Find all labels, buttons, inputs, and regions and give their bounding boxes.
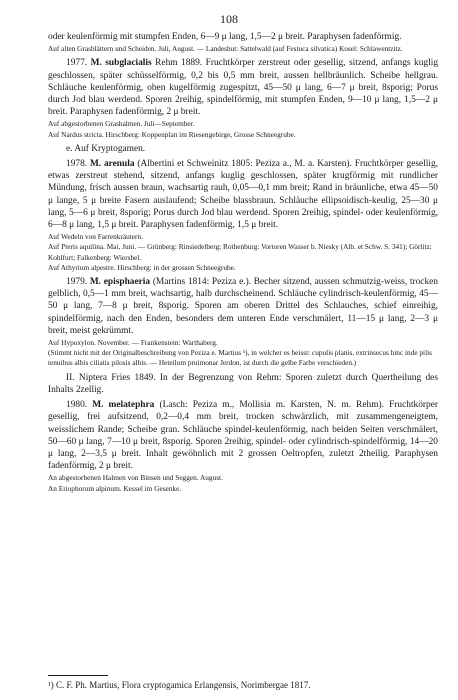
locality-line: An abgestorbenen Halmen von Binsen und Seggen. August. xyxy=(48,473,223,483)
entry-1979 xyxy=(48,276,438,337)
entry-number: 1977. xyxy=(66,58,88,69)
locality-1980 xyxy=(48,473,438,493)
entry-number: 1980. xyxy=(66,400,88,411)
locality-line: Auf abgestorbenen Grashalmen. Juli—September. xyxy=(48,119,195,129)
species-name: M. episphaeria xyxy=(89,277,151,288)
locality-line: Auf Pteris aquilina. Mai, Juni. — Grünberg: Rinsiedelberg; Rothenburg: Vortoren Wasser b. Niesky (Alb. et Schw. S. 341); Görlitz: Kohlfurt; Falkenberg: Wiersbel. xyxy=(48,242,432,262)
locality-1979 xyxy=(48,338,438,369)
intro-text xyxy=(48,31,438,43)
locality-note: (Stimmt nicht mit der Originalbeschreibung von Peziza e. Martius ¹), in welcher es heisst: cupulis planis, extrinsecus hinc inde pilis tenuibus albis ciliatis pilosis albis. — Heteilum pruimonar Jerdon, ist durch die gelbe Farbe verschieden.) xyxy=(48,348,432,368)
entry-number: 1979. xyxy=(66,277,88,288)
entry-description: (Albertini et Schweinitz 1805: Peziza a., M. a. Karsten). Fruchtkörper gesellig, etwas zerstreut stehend, sitzend, anfangs kuglig geschlossen, später krugförmig mit rundlicher Mündung, frisch aussen braun, wachsartig rauh, 0,05—0,1 mm breit; Rand in bräunliche, etwa 45—50 μ lange, 5 μ breite Fasern auslaufend; Scheibe blassbraun. Schläuche ellipsoidisch-keulig, 25—30 μ lang, 5—6 μ breit, 8sporig; Porus durch Jod blau werdend. Sporen 2reihig, spindel- oder keulenförmig, 6—8 μ lang, 1,5 μ breit. Paraphysen fadenförmig, 1,5 μ breit. xyxy=(48,159,439,231)
section-heading-e: e. Auf Kryptogamen. xyxy=(66,143,146,154)
page-number: 108 xyxy=(220,12,238,26)
entry-1977 xyxy=(48,57,438,118)
species-name: M. arenula xyxy=(89,159,135,170)
section-heading-niptera: II. Niptera Fries 1849. In der Begrenzung von Rehm: Sporen zuletzt durch Quertheilung des Inhalts 2zellig. xyxy=(48,372,438,395)
locality-line: Auf Wedeln von Farrenkräutern. xyxy=(48,232,143,242)
locality-line: An Eriophorum alpinum. Kessel im Gesenke. xyxy=(48,483,182,493)
entry-number: 1978. xyxy=(66,159,88,170)
locality-line: Auf Athyrium alpestre. Hirschberg: in der grossen Schneegrube. xyxy=(48,262,236,272)
species-name: M. melatephra xyxy=(92,400,155,411)
footnote-divider xyxy=(48,675,108,676)
intro-line-1: oder keulenförmig mit stumpfen Enden, 6—9 μ lang, 1,5—2 μ breit. xyxy=(48,32,305,42)
intro-locality-2: silvatica) Kosel: Schlawentzitz. xyxy=(310,44,403,54)
footnote: ¹) C. F. Ph. Martius, Flora cryptogamica Erlangensis, Norimbergae 1817. xyxy=(48,680,311,690)
entry-description: (Lasch: Peziza m., Mollisia m. Karsten, N. m. Rehm). Fruchtkörper gesellig, frei aufsitzend, 0,2—0,4 mm breit, trocken schwärzlich, mit zusammengeneigtem, weisslichem Rande; Scheibe gran. Schläuche spindel-keulenförmig, nach beiden Seiten verschmälert, 50—60 μ lang, 7—10 μ breit, 8sporig. Sporen 2reihig, spindel- oder cylindrisch-spindelförmig, 14—20 μ lang, 2—3,5 μ breit. Inhalt gewöhnlich mit 2 grossen Oeltropfen, zuletzt 2theilig. Paraphysen fadenförmig, 2 μ breit. xyxy=(48,400,439,472)
entry-1980 xyxy=(48,399,438,472)
intro-line-2: Paraphysen fadenförmig. xyxy=(307,32,402,42)
entry-description: (Martins 1814: Peziza e.). Becher sitzend, aussen schmutzig-weiss, trocken gelblich, 0,5—1 mm breit, wachsartig, halb durchscheinend. Schläuche cylindrisch-keulenförmig, 45—50 μ lang, 7—8 μ breit, 8sporig. Sporen am oberen Drittel des Schlauches, schief einreihig, spindelförmig, nach den Enden, besonders dem unteren Ende verschmälert, 11—15 μ lang, 2—3 μ breit, meist gekrümmt. xyxy=(48,277,438,336)
species-name: M. subglacialis xyxy=(90,58,152,69)
intro-locality xyxy=(48,44,438,54)
locality-1977 xyxy=(48,119,438,139)
locality-line: Auf Hypoxylon. November. — Frankenstein: Warthaberg. xyxy=(48,338,218,348)
locality-line: Auf Nardus stricta. Hirschberg: Koppenplan im Riesengebirge, Grosse Schneegrube. xyxy=(48,129,296,139)
entry-1978 xyxy=(48,158,438,231)
entry-description: Rehm 1889. Fruchtkörper zerstreut oder gesellig, sitzend, anfangs kuglig geschlossen, später schüsselförmig, 0,2 bis 0,5 mm breit, aussen hellbräunlich. Scheibe hellgrau. Schläuche keulenförmig, oben kugelförmig zugespitzt, 45—50 μ lang, 6—7 μ breit, 8sporig; Porus durch Jod blau werdend. Sporen 2reihig, spindelförmig, mit stumpfen Enden, 9—10 μ lang, 1,5—2 μ breit. Paraphysen fadenförmig, 2 μ breit. xyxy=(48,58,439,118)
intro-locality-1: Auf alten Grasblättern und Scheiden. Juli, August. — Landeshut: Sattelwald (auf Festuca xyxy=(48,44,309,54)
page-content xyxy=(48,31,438,494)
locality-1978 xyxy=(48,232,438,273)
